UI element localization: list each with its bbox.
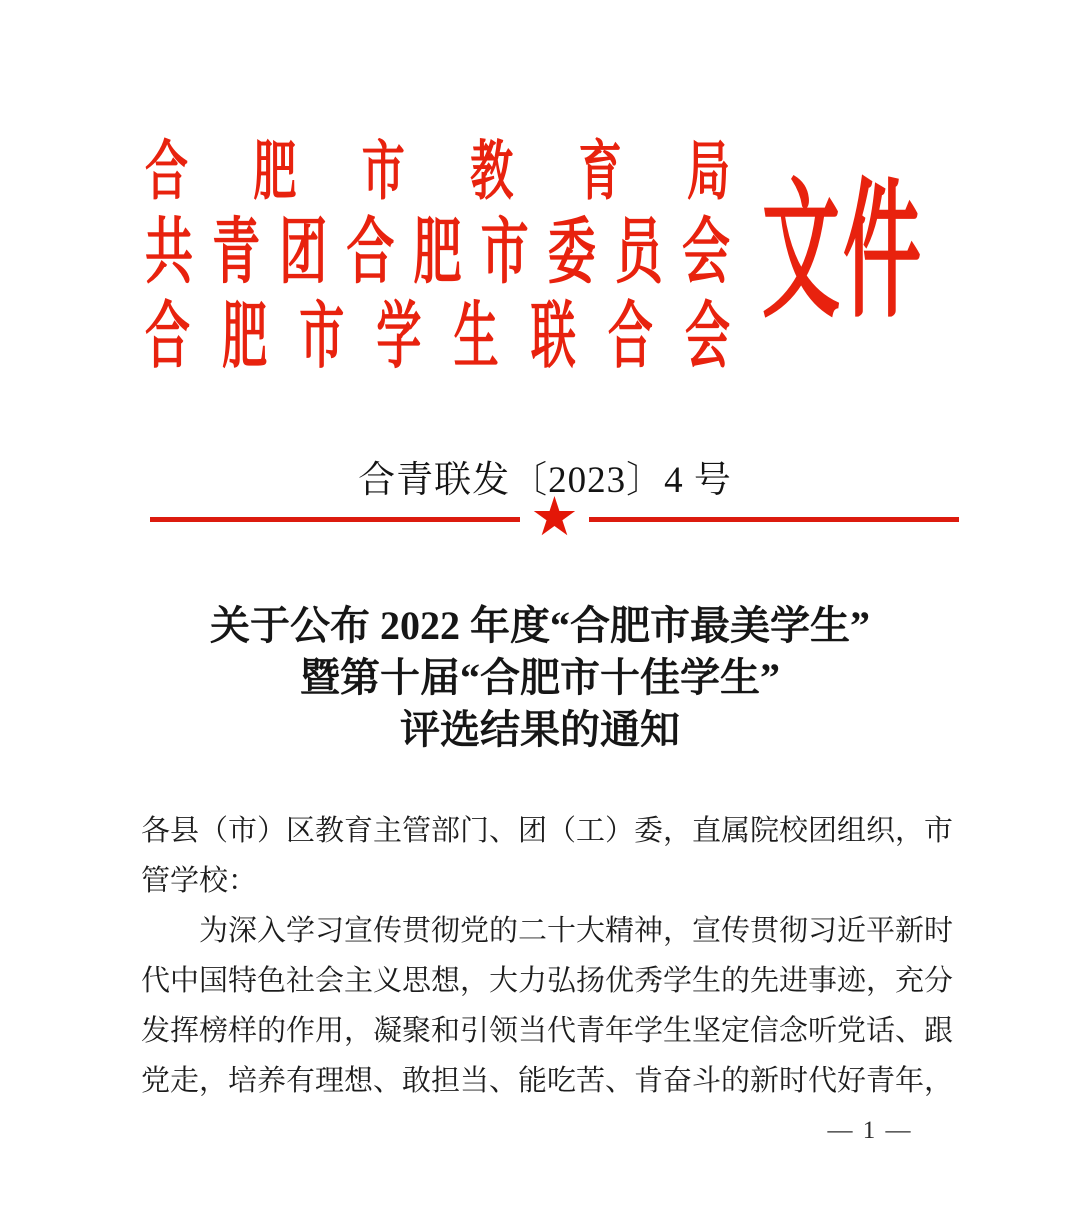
document-number: 合青联发〔2023〕4 号 bbox=[358, 460, 732, 501]
page-number: — 1 — bbox=[827, 1117, 913, 1144]
document-title bbox=[135, 600, 945, 756]
title-line-2: 暨第十届“合肥市十佳学生” bbox=[300, 655, 780, 700]
paragraph-line-2: 代中国特色社会主义思想，大力弘扬优秀学生的先进事迹，充分 bbox=[141, 965, 954, 997]
letterhead-org-line-2: 共青团合肥市委员会 bbox=[145, 213, 730, 293]
star-icon: ★ bbox=[530, 487, 579, 547]
paragraph-line-1: 为深入学习宣传贯彻党的二十大精神，宣传贯彻习近平新时 bbox=[199, 915, 954, 947]
letterhead-org-line-1: 合肥市教育局 bbox=[145, 138, 730, 209]
document-type-label: 文件 bbox=[762, 168, 925, 336]
title-line-1: 关于公布 2022 年度“合肥市最美学生” bbox=[210, 603, 870, 648]
header-divider bbox=[150, 487, 959, 547]
divider-line-right bbox=[589, 517, 959, 522]
salutation-line-2: 管学校： bbox=[141, 865, 258, 897]
salutation-line-1: 各县（市）区教育主管部门、团（工）委，直属院校团组织，市 bbox=[141, 815, 954, 847]
paragraph-line-3: 发挥榜样的作用，凝聚和引领当代青年学生坚定信念听党话、跟 bbox=[141, 1015, 954, 1047]
letterhead-org-line-3: 合肥市学生联合会 bbox=[145, 296, 730, 378]
document-body bbox=[141, 806, 953, 1106]
title-line-3: 评选结果的通知 bbox=[400, 707, 680, 752]
paragraph-line-4: 党走，培养有理想、敢担当、能吃苦、肯奋斗的新时代好青年， bbox=[141, 1065, 954, 1097]
divider-line-left bbox=[150, 517, 520, 522]
